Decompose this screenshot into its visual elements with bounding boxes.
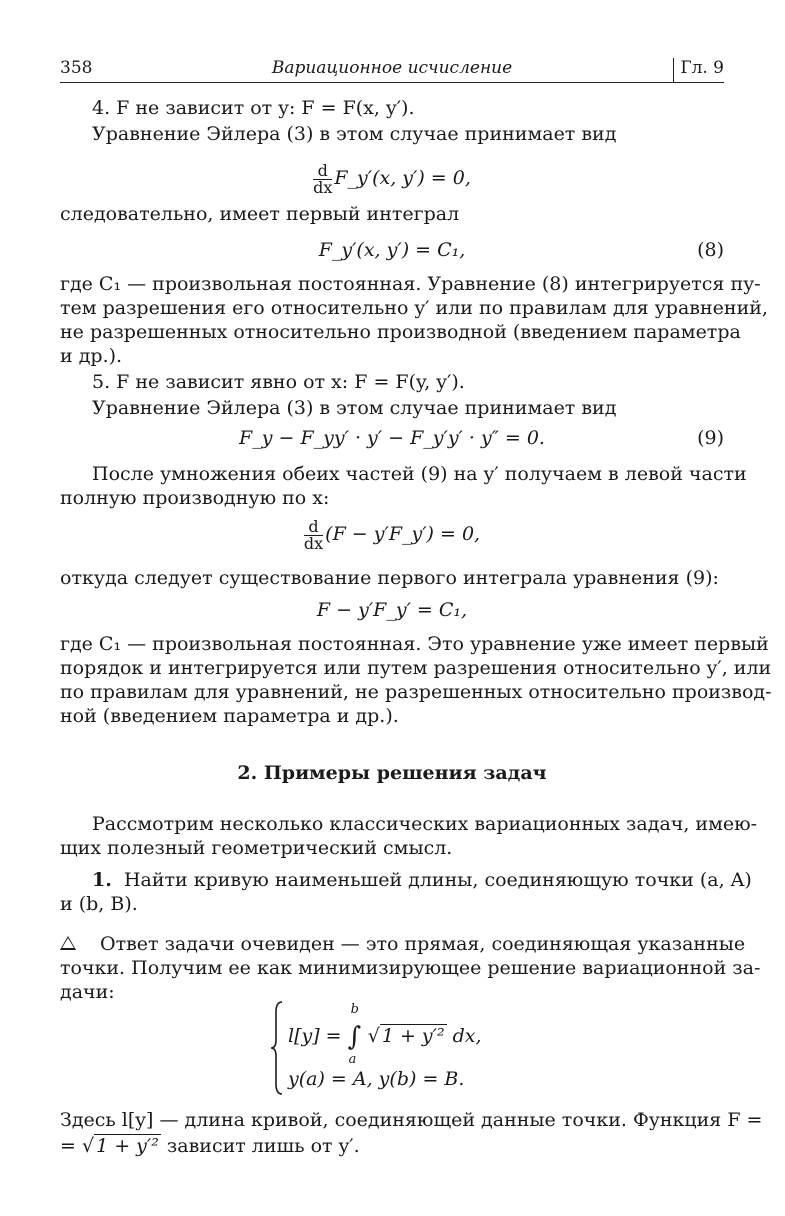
left-brace-icon bbox=[270, 1000, 284, 1096]
case5-paragraph-line: ной (введением параметра и др.). bbox=[60, 705, 399, 727]
solution-line: точки. Получим ее как минимизирующее решение вариационной за- bbox=[60, 957, 761, 979]
problem-1-text: Найти кривую наименьшей длины, соединяющую точки (a, A) bbox=[123, 869, 752, 891]
case5-intro: Уравнение Эйлера (3) в этом случае принимает вид bbox=[92, 397, 617, 419]
running-title: Вариационное исчисление bbox=[271, 58, 513, 78]
equation-euler-case4 bbox=[60, 158, 724, 198]
equation-rhs: F_y′(x, y′) = 0, bbox=[334, 167, 471, 189]
square-root: √ 1 + y′² bbox=[367, 1025, 445, 1047]
equation-9 bbox=[60, 426, 724, 450]
case4-paragraph-line: где C₁ — произвольная постоянная. Уравнение (8) интегрируется пу- bbox=[60, 273, 761, 295]
square-root: √ 1 + y′² bbox=[81, 1135, 159, 1157]
case4-intro: Уравнение Эйлера (3) в этом случае принимает вид bbox=[92, 123, 617, 145]
solution-text: Ответ задачи очевиден — это прямая, соединяющая указанные bbox=[100, 933, 746, 955]
case5-paragraph-line: откуда следует существование первого интеграла уравнения (9): bbox=[60, 567, 719, 589]
equation-total-derivative bbox=[60, 514, 724, 554]
problem-1-number: 1. bbox=[92, 869, 112, 891]
equation-first-integral bbox=[60, 598, 724, 622]
equation-8-label: (8) bbox=[697, 239, 724, 261]
section-intro-line: щих полезный геометрический смысл. bbox=[60, 837, 453, 859]
integral-sign-icon: ∫ b a bbox=[347, 1002, 362, 1067]
equation-8 bbox=[60, 238, 724, 262]
running-header bbox=[60, 56, 724, 83]
solution-line bbox=[60, 932, 746, 956]
case5-paragraph-line: порядок и интегрируется или путем разрешения относительно y′, или bbox=[60, 657, 772, 679]
equation-9-label: (9) bbox=[697, 427, 724, 449]
solution-line: дачи: bbox=[60, 981, 115, 1003]
upper-limit: b bbox=[350, 1002, 359, 1017]
functional-row: l[y] = ∫ b a √ 1 + y′² dx, bbox=[288, 1002, 482, 1067]
case4-paragraph-line: и др.). bbox=[60, 345, 123, 367]
page-number: 358 bbox=[60, 58, 93, 78]
final-paragraph-line: Здесь l[y] — длина кривой, соединяющей данные точки. Функция F = bbox=[60, 1109, 763, 1131]
boundary-conditions-row: y(a) = A, y(b) = B. bbox=[288, 1068, 465, 1090]
case5-paragraph-line: где C₁ — произвольная постоянная. Это уравнение уже имеет первый bbox=[60, 633, 769, 655]
equation-first-integral-body: F − y′F_y′ = C₁, bbox=[316, 599, 468, 621]
case5-paragraph-line: по правилам для уравнений, не разрешенных относительно производ- bbox=[60, 681, 772, 703]
problem-1-statement-line: и (b, B). bbox=[60, 893, 138, 915]
derivative-fraction: $\frac{d}{dx}$ bbox=[313, 160, 333, 197]
chapter-label: Гл. 9 bbox=[673, 58, 724, 82]
case5-paragraph-line: полную производную по x: bbox=[60, 487, 330, 509]
derivative-fraction: $\frac{d}{dx}$ bbox=[303, 516, 324, 553]
case4-paragraph-line: не разрешенных относительно производной (введением параметра bbox=[60, 321, 741, 343]
equation-8-body: F_y′(x, y′) = C₁, bbox=[318, 239, 466, 261]
section-intro-line: Рассмотрим несколько классических вариационных задач, имею- bbox=[92, 813, 758, 835]
problem-1-statement bbox=[92, 868, 752, 892]
case4-paragraph-line: тем разрешения его относительно y′ или по правилам для уравнений, bbox=[60, 297, 768, 319]
case5-paragraph-line: После умножения обеих частей (9) на y′ получаем в левой части bbox=[92, 463, 747, 485]
lower-limit: a bbox=[348, 1052, 357, 1067]
variational-system bbox=[270, 1000, 530, 1096]
case4-heading: 4. F не зависит от y: F = F(x, y′). bbox=[92, 97, 415, 119]
equation-rhs: (F − y′F_y′) = 0, bbox=[325, 523, 481, 545]
solution-start-triangle-icon bbox=[60, 936, 76, 950]
final-paragraph-line: = √ 1 + y′² зависит лишь от y′. bbox=[60, 1135, 360, 1157]
case5-heading: 5. F не зависит явно от x: F = F(y, y′). bbox=[92, 371, 465, 393]
equation-9-body: F_y − F_yy′ · y′ − F_y′y′ · y″ = 0. bbox=[239, 427, 545, 449]
section-title: 2. Примеры решения задач bbox=[237, 762, 547, 784]
case4-consequence: следовательно, имеет первый интеграл bbox=[60, 203, 460, 225]
